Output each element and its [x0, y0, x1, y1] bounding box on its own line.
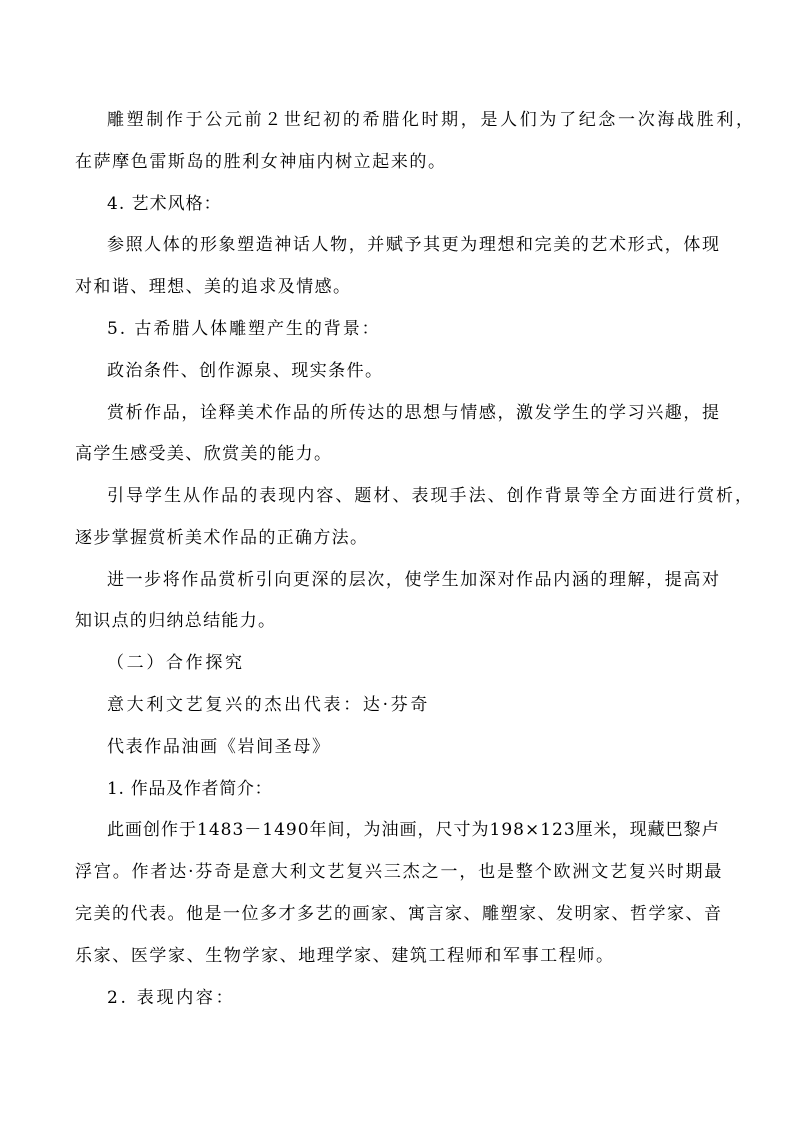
paragraph-line: 完美的代表。他是一位多才多艺的画家、寓言家、雕塑家、发明家、哲学家、音: [75, 904, 723, 924]
paragraph-line: 对和谐、理想、美的追求及情感。: [75, 277, 352, 297]
paragraph-line: 此画创作于1483－1490年间，为油画，尺寸为198×123厘米，现藏巴黎卢: [107, 820, 720, 840]
paragraph-line: 乐家、医学家、生物学家、地理学家、建筑工程师和军事工程师。: [75, 946, 615, 966]
paragraph-line: 逐步掌握赏析美术作品的正确方法。: [75, 528, 369, 548]
paragraph-line: 赏析作品，诠释美术作品的所传达的思想与情感，激发学生的学习兴趣，提: [107, 403, 721, 423]
section-heading: （二）合作探究: [107, 653, 245, 673]
paragraph-line: 引导学生从作品的表现内容、题材、表现手法、创作背景等全方面进行赏析，: [107, 486, 755, 506]
paragraph-line: 代表作品油画《岩间圣母》: [107, 737, 331, 757]
paragraph-line: 参照人体的形象塑造神话人物，并赋予其更为理想和完美的艺术形式，体现: [107, 235, 721, 255]
section-heading: 2. 表现内容：: [107, 988, 236, 1008]
paragraph-line: 进一步将作品赏析引向更深的层次，使学生加深对作品内涵的理解，提高对: [107, 570, 721, 590]
paragraph-line: 意大利文艺复兴的杰出代表：达·芬奇: [107, 695, 431, 715]
paragraph-line: 知识点的归纳总结能力。: [75, 611, 277, 631]
paragraph-line: 雕塑制作于公元前２世纪初的希腊化时期，是人们为了纪念一次海战胜利，: [107, 110, 756, 130]
paragraph-line: 在萨摩色雷斯岛的胜利女神庙内树立起来的。: [75, 152, 447, 172]
paragraph-line: 高学生感受美、欣赏美的能力。: [75, 444, 333, 464]
paragraph-line: 政治条件、创作源泉、现实条件。: [107, 361, 384, 381]
section-heading: 5. 古希腊人体雕塑产生的背景：: [107, 319, 381, 339]
paragraph-line: 浮宫。作者达·芬奇是意大利文艺复兴三杰之一，也是整个欧洲文艺复兴时期最: [75, 862, 724, 882]
section-heading: 4. 艺术风格：: [107, 194, 222, 214]
section-heading: 1. 作品及作者简介：: [107, 779, 273, 799]
